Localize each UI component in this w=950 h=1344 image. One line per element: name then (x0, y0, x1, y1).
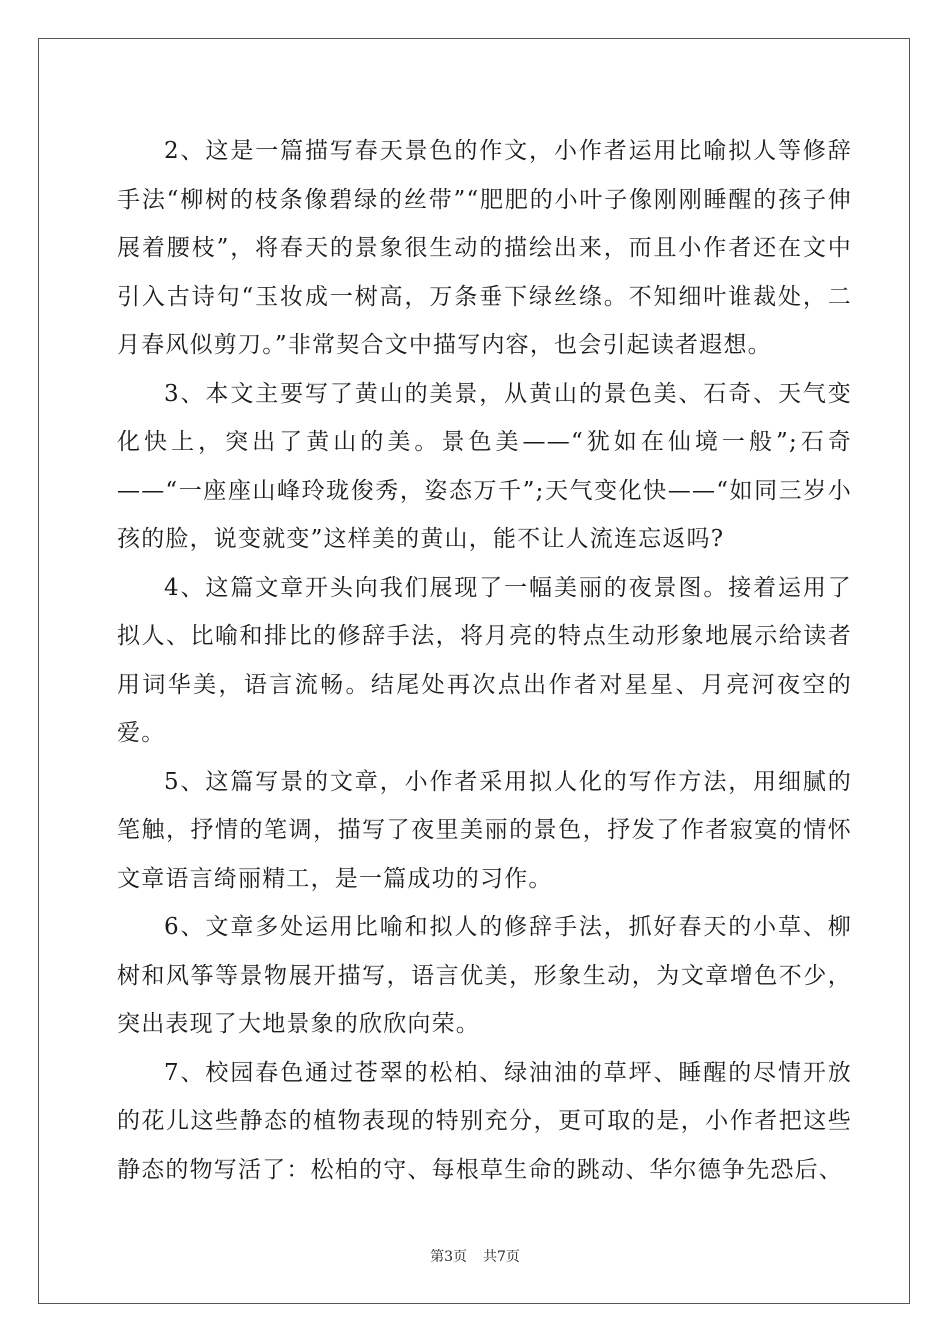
page-footer (0, 1246, 950, 1266)
paragraph-5: 5、这篇写景的文章，小作者采用拟人化的写作方法，用细腻的笔触，抒情的笔调，描写了夜里美丽的景色，抒发了作者寂寞的情怀文章语言绮丽精工，是一篇成功的习作。 (117, 768, 852, 892)
page-total: 共7页 (483, 1249, 520, 1265)
page-number: 第3页 (430, 1249, 467, 1265)
paragraph-3: 3、本文主要写了黄山的美景，从黄山的景色美、石奇、天气变化快上，突出了黄山的美。景色美——“犹如在仙境一般”;石奇——“一座座山峰玲珑俊秀，姿态万千”;天气变化快——“如同三岁小孩的脸，说变就变”这样美的黄山，能不让人流连忘返吗? (117, 380, 852, 552)
paragraph-2: 2、这是一篇描写春天景色的作文，小作者运用比喻拟人等修辞手法“柳树的枝条像碧绿的丝带”“肥肥的小叶子像刚刚睡醒的孩子伸展着腰枝”，将春天的景象很生动的描绘出来，而且小作者还在文中引入古诗句“玉妆成一树高，万条垂下绿丝绦。不知细叶谁裁处，二月春风似剪刀。”非常契合文中描写内容，也会引起读者遐想。 (117, 138, 852, 358)
document-body (117, 127, 852, 1194)
paragraph-7: 7、校园春色通过苍翠的松柏、绿油油的草坪、睡醒的尽情开放的花儿这些静态的植物表现的特别充分，更可取的是，小作者把这些静态的物写活了：松柏的守、每根草生命的跳动、华尔德争先恐后、 (117, 1059, 852, 1183)
paragraph-6: 6、文章多处运用比喻和拟人的修辞手法，抓好春天的小草、柳树和风筝等景物展开描写，语言优美，形象生动，为文章增色不少，突出表现了大地景象的欣欣向荣。 (117, 914, 852, 1037)
paragraph-4: 4、这篇文章开头向我们展现了一幅美丽的夜景图。接着运用了拟人、比喻和排比的修辞手法，将月亮的特点生动形象地展示给读者用词华美，语言流畅。结尾处再次点出作者对星星、月亮河夜空的爱。 (117, 574, 852, 746)
